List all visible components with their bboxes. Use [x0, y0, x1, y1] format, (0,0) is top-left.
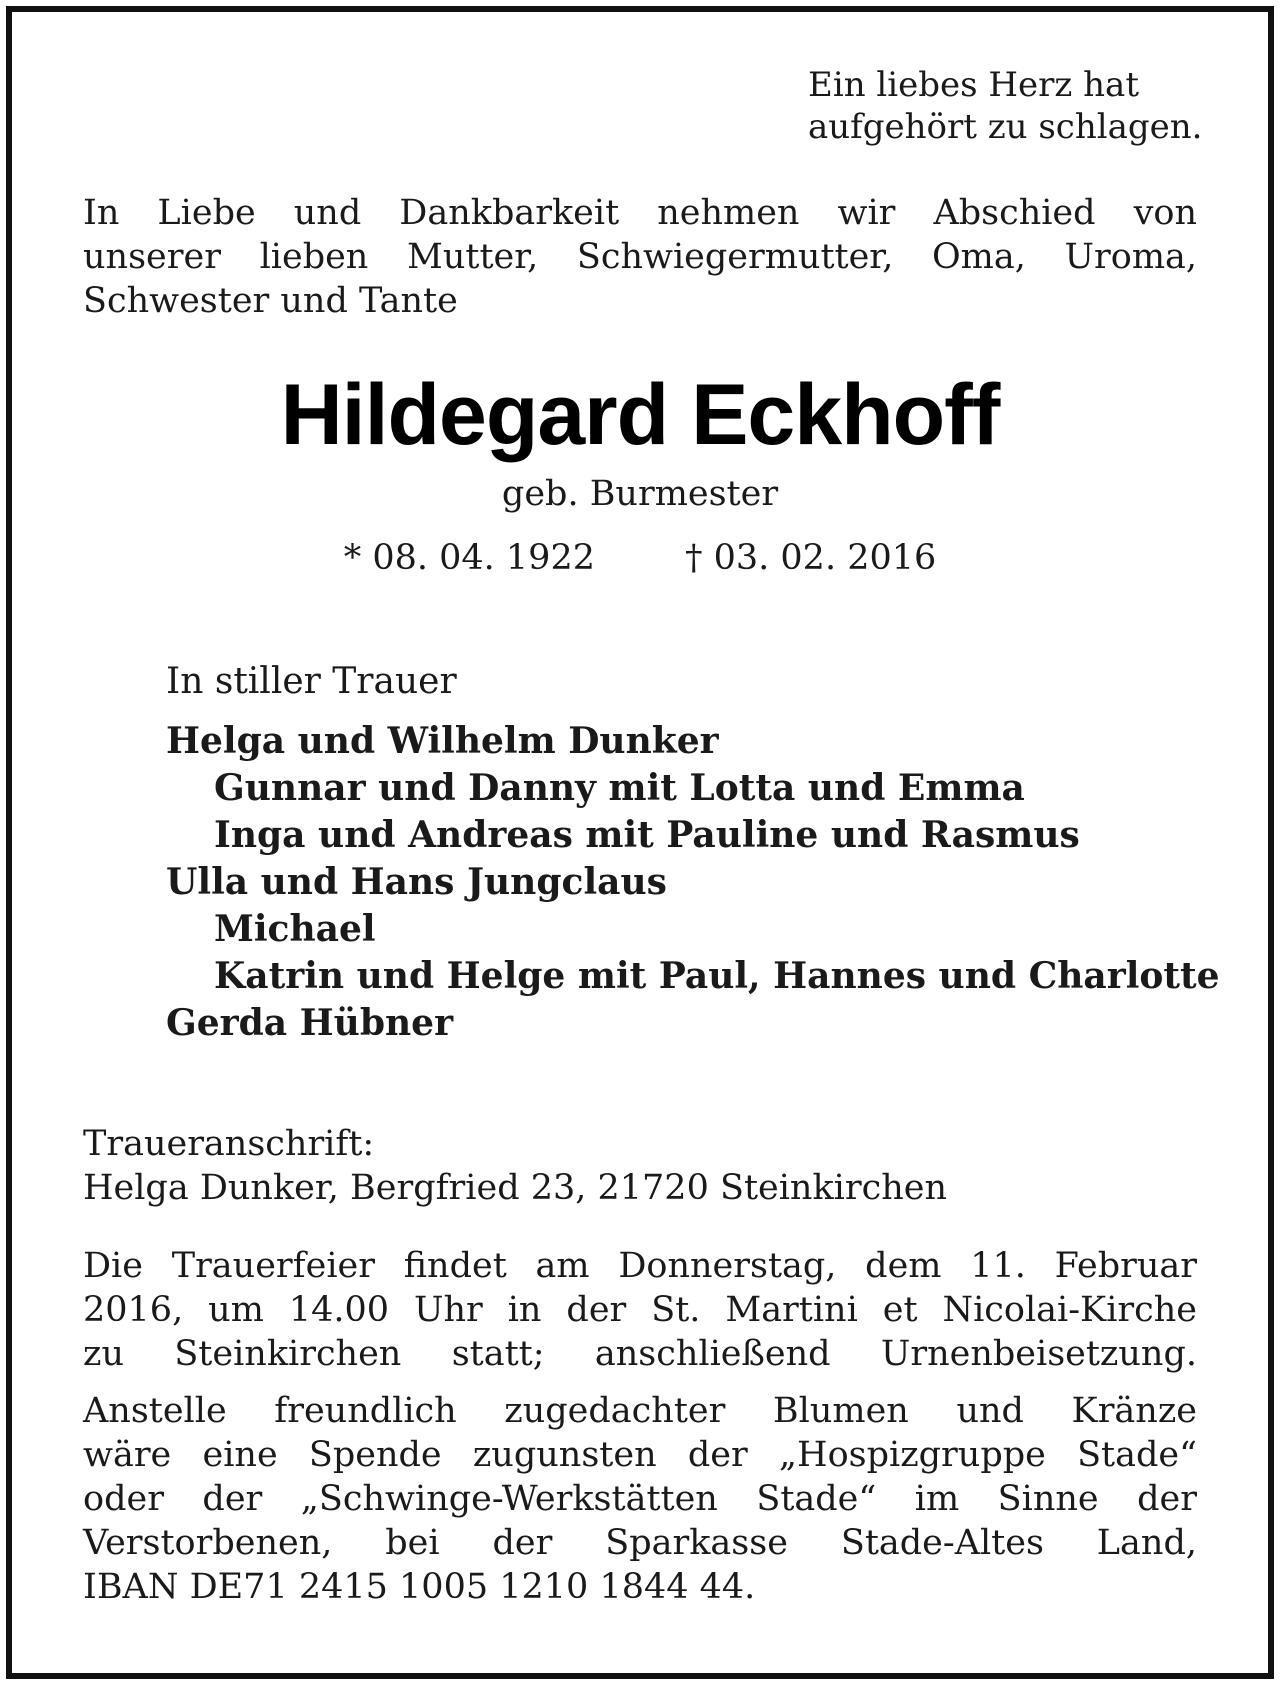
- life-dates: [0, 536, 1280, 580]
- intro-line: unserer lieben Mutter, Schwiegermutter, Oma, Uroma,: [83, 237, 1197, 277]
- donation-line: oder der „Schwinge-Werkstätten Stade“ im Sinne der: [83, 1479, 1197, 1519]
- address-label: Traueranschrift:: [83, 1124, 375, 1164]
- intro-line: In Liebe und Dankbarkeit nehmen wir Abschied von: [83, 193, 1197, 233]
- mourner-row: Ulla und Hans Jungclaus: [166, 861, 667, 903]
- mourning-label: In stiller Trauer: [166, 661, 457, 702]
- motto-line: Ein liebes Herz hat: [808, 65, 1139, 105]
- mourner-row: Gunnar und Danny mit Lotta und Emma: [214, 767, 1025, 809]
- mourner-row: Inga und Andreas mit Pauline und Rasmus: [214, 814, 1080, 856]
- mourners-list: [166, 718, 1220, 1047]
- intro-line: Schwester und Tante: [83, 281, 458, 321]
- ceremony-line: Die Trauerfeier findet am Donnerstag, dem 11. Februar: [83, 1246, 1197, 1286]
- intro-text: [83, 191, 1197, 323]
- deceased-name: Hildegard Eckhoff: [280, 367, 1000, 463]
- donation-line: Verstorbenen, bei der Sparkasse Stade-Altes Land,: [83, 1523, 1197, 1563]
- address-value: Helga Dunker, Bergfried 23, 21720 Steinkirchen: [83, 1168, 947, 1208]
- mourner-row: Gerda Hübner: [166, 1002, 454, 1044]
- donation-line: Anstelle freundlich zugedachter Blumen und Kränze: [83, 1391, 1197, 1431]
- donation-text: [83, 1389, 1197, 1609]
- donation-line: IBAN DE71 2415 1005 1210 1844 44.: [83, 1567, 756, 1607]
- motto-line: aufgehört zu schlagen.: [808, 107, 1203, 147]
- motto: [808, 64, 1202, 148]
- ceremony-text: [83, 1244, 1197, 1376]
- donation-line: wäre eine Spende zugunsten der „Hospizgruppe Stade“: [83, 1435, 1197, 1475]
- death-date: † 03. 02. 2016: [685, 538, 937, 578]
- ceremony-line: zu Steinkirchen statt; anschließend Urnenbeisetzung.: [83, 1334, 1197, 1374]
- mourner-row: Michael: [214, 908, 376, 950]
- birth-date: * 08. 04. 1922: [343, 538, 595, 578]
- mourner-row: Helga und Wilhelm Dunker: [166, 720, 719, 762]
- ceremony-line: 2016, um 14.00 Uhr in der St. Martini et Nicolai-Kirche: [83, 1290, 1197, 1330]
- mourner-row: Katrin und Helge mit Paul, Hannes und Charlotte: [214, 955, 1220, 997]
- birth-name: geb. Burmester: [501, 474, 779, 514]
